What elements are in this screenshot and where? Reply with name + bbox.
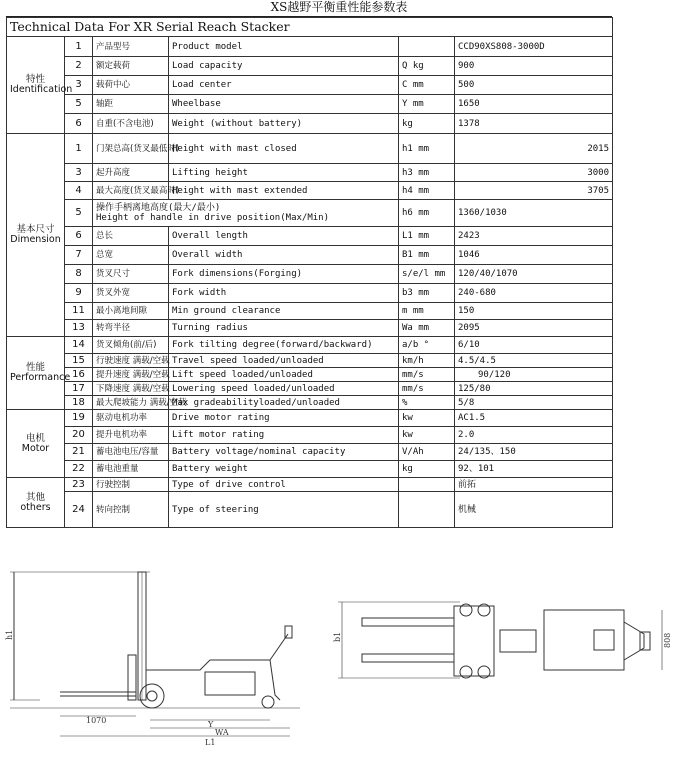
- wa-label: WA: [215, 728, 229, 737]
- row-en: Battery weight: [169, 461, 399, 478]
- row-en: Battery voltage/nominal capacity: [169, 444, 399, 461]
- row-value: 1378: [455, 114, 613, 134]
- h1-label: h1: [5, 629, 14, 640]
- row-no: 20: [65, 427, 93, 444]
- row-no: 5: [65, 200, 93, 227]
- row-unit: h6 mm: [399, 200, 455, 227]
- row-cn: 货叉尺寸: [93, 265, 169, 284]
- row-no: 2: [65, 57, 93, 76]
- row-no: 6: [65, 227, 93, 246]
- spec-table: [6, 17, 613, 528]
- row-cn: 行驶控制: [93, 478, 169, 492]
- row-en: Type of steering: [169, 492, 399, 528]
- row-value-text: 90/120: [478, 369, 511, 380]
- row-cn: 操作手柄离地高度(最大/最小): [96, 203, 221, 213]
- row-value: 2015: [455, 134, 613, 164]
- row-en: Max gradeabilityloaded/unloaded: [169, 396, 399, 410]
- row-en: Fork dimensions(Forging): [169, 265, 399, 284]
- group-label-en: Performance: [10, 372, 71, 383]
- row-no: 13: [65, 320, 93, 337]
- row-unit: L1 mm: [399, 227, 455, 246]
- row-en: Turning radius: [169, 320, 399, 337]
- row-no: 3: [65, 76, 93, 95]
- row-value: 150: [455, 303, 613, 320]
- row-en: Lowering speed loaded/unloaded: [169, 382, 399, 396]
- row-cn: 转弯半径: [93, 320, 169, 337]
- row-no: 3: [65, 164, 93, 182]
- width-808-label: 808: [663, 632, 672, 648]
- row-no: 16: [65, 368, 93, 382]
- row-no: 8: [65, 265, 93, 284]
- row-unit: s/e/l mm: [399, 265, 455, 284]
- row-no: 15: [65, 354, 93, 368]
- row-value: 前拓: [455, 478, 613, 492]
- row-value: 92、101: [455, 461, 613, 478]
- row-unit: C mm: [399, 76, 455, 95]
- row-no: 6: [65, 114, 93, 134]
- row-unit: h4 mm: [399, 182, 455, 200]
- row-cn: 蓄电池电压/容量: [93, 444, 169, 461]
- row-en: Lift speed loaded/unloaded: [169, 368, 399, 382]
- row-en: Wheelbase: [169, 95, 399, 114]
- row-cn: 蓄电池重量: [93, 461, 169, 478]
- side-view-drawing: [10, 572, 300, 736]
- row-en: Drive motor rating: [169, 410, 399, 427]
- row-cn: 最大爬坡能力 满载/空载: [93, 396, 169, 410]
- row-en: Fork width: [169, 284, 399, 303]
- row-unit: mm/s: [399, 382, 455, 396]
- row-unit: kw: [399, 410, 455, 427]
- table-header: Technical Data For XR Serial Reach Stacker: [7, 18, 613, 37]
- row-no: 19: [65, 410, 93, 427]
- group-label-cn: 性能: [25, 362, 45, 373]
- row-unit: [399, 492, 455, 528]
- row-value: 120/40/1070: [455, 265, 613, 284]
- row-value: 900: [455, 57, 613, 76]
- row-cn: 总宽: [93, 246, 169, 265]
- row-value: 1650: [455, 95, 613, 114]
- row-no: 1: [65, 37, 93, 57]
- row-no: 5: [65, 95, 93, 114]
- row-unit: [399, 37, 455, 57]
- row-en: Min ground clearance: [169, 303, 399, 320]
- row-en: Fork tilting degree(forward/backward): [169, 337, 399, 354]
- row-value: 机械: [455, 492, 613, 528]
- row-unit: h1 mm: [399, 134, 455, 164]
- row-en: Height of handle in drive position(Max/Min): [96, 213, 329, 223]
- row-en: Overall width: [169, 246, 399, 265]
- row-no: 18: [65, 396, 93, 410]
- row-no: 7: [65, 246, 93, 265]
- row-value: 4.5/4.5: [455, 354, 613, 368]
- row-value: 3705: [455, 182, 613, 200]
- row-cn: 提升速度 满载/空载: [93, 368, 169, 382]
- row-no: 24: [65, 492, 93, 528]
- group-others: [7, 478, 65, 528]
- row-en: Travel speed loaded/unloaded: [169, 354, 399, 368]
- row-cn: 总长: [93, 227, 169, 246]
- row-cn: 自重(不含电池): [93, 114, 169, 134]
- row-unit: B1 mm: [399, 246, 455, 265]
- row-value: 1360/1030: [455, 200, 613, 227]
- row-no: 14: [65, 337, 93, 354]
- row-unit: a/b °: [399, 337, 455, 354]
- side-view-labels: [5, 630, 229, 747]
- row-unit: Wa mm: [399, 320, 455, 337]
- group-label-en: Dimension: [10, 234, 61, 245]
- row-unit: b3 mm: [399, 284, 455, 303]
- row-en: Weight (without battery): [169, 114, 399, 134]
- row-no: 1: [65, 134, 93, 164]
- group-label-cn: 电机: [25, 432, 45, 444]
- row-en: Type of drive control: [169, 478, 399, 492]
- row-unit: %: [399, 396, 455, 410]
- row-unit: kg: [399, 114, 455, 134]
- row-cn: 行驶速度 满载/空载: [93, 354, 169, 368]
- row-cn: 载荷中心: [93, 76, 169, 95]
- row-unit: Y mm: [399, 95, 455, 114]
- row-cn: 额定载荷: [93, 57, 169, 76]
- row-value: 125/80: [455, 382, 613, 396]
- row-cn: 驱动电机功率: [93, 410, 169, 427]
- row-no: 17: [65, 382, 93, 396]
- group-label-cn: 其他: [25, 491, 45, 503]
- row-en: Lift motor rating: [169, 427, 399, 444]
- row-unit: kw: [399, 427, 455, 444]
- row-value: 2423: [455, 227, 613, 246]
- row-cn: 转向控制: [93, 492, 169, 528]
- row-unit: km/h: [399, 354, 455, 368]
- row-unit: m mm: [399, 303, 455, 320]
- row-cn: 货叉倾角(前/后): [93, 337, 169, 354]
- row-cn: 最大高度(货叉最高时): [93, 182, 169, 200]
- group-label-en: others: [20, 501, 51, 513]
- row-en: Load capacity: [169, 57, 399, 76]
- row-en: Product model: [169, 37, 399, 57]
- row-value: 5/8: [455, 396, 613, 410]
- row-no: 9: [65, 284, 93, 303]
- l1-label: L1: [205, 738, 216, 747]
- top-view-drawing: [338, 602, 662, 678]
- row-unit: mm/s: [399, 368, 455, 382]
- row-cn: 产品型号: [93, 37, 169, 57]
- group-performance: [7, 337, 71, 410]
- row-value: 3000: [455, 164, 613, 182]
- row-value: 240-680: [455, 284, 613, 303]
- top-view-labels: [333, 632, 672, 648]
- row-cn: 提升电机功率: [93, 427, 169, 444]
- row-cn: 货叉外宽: [93, 284, 169, 303]
- row-cn: 最小离地间隙: [93, 303, 169, 320]
- page-title: XS越野平衡重性能参数表: [270, 0, 408, 14]
- row-value: AC1.5: [455, 410, 613, 427]
- row-en: Load center: [169, 76, 399, 95]
- technical-drawings: [0, 560, 678, 770]
- row-no: 21: [65, 444, 93, 461]
- row-value: 2.0: [455, 427, 613, 444]
- row-unit: Q kg: [399, 57, 455, 76]
- row-value: CCD90XS808-3000D: [455, 37, 613, 57]
- fork-length-label: 1070: [86, 716, 107, 725]
- group-label-cn: 特性: [25, 74, 45, 85]
- row-no: 23: [65, 478, 93, 492]
- row-no: 4: [65, 182, 93, 200]
- group-motor: [7, 410, 65, 478]
- row-value: 500: [455, 76, 613, 95]
- group-dimension: [7, 134, 65, 337]
- row-en: Height with mast closed: [169, 134, 399, 164]
- row-unit: [399, 478, 455, 492]
- row-cn: 下降速度 满载/空载: [93, 382, 169, 396]
- row-en: Overall length: [169, 227, 399, 246]
- row-cn: 起升高度: [93, 164, 169, 182]
- group-identification: [7, 37, 73, 134]
- row-en: Lifting height: [169, 164, 399, 182]
- row-cn: 门架总高(货叉最低时): [93, 134, 169, 164]
- row-value: 24/135、150: [455, 444, 613, 461]
- row-value: 2095: [455, 320, 613, 337]
- row-value: 6/10: [455, 337, 613, 354]
- row-en: Height with mast extended: [169, 182, 399, 200]
- row-value: 1046: [455, 246, 613, 265]
- group-label-cn: 基本尺寸: [16, 224, 55, 235]
- row-no: 11: [65, 303, 93, 320]
- row-cn-en-combined: [93, 200, 399, 227]
- row-value: [455, 368, 613, 382]
- group-label-en: Identification: [10, 84, 73, 95]
- row-cn: 轴距: [93, 95, 169, 114]
- row-no: 22: [65, 461, 93, 478]
- b1-label: b1: [333, 631, 342, 642]
- row-unit: kg: [399, 461, 455, 478]
- wheelbase-label: Y: [208, 720, 214, 729]
- group-label-en: Motor: [21, 442, 50, 454]
- row-unit: V/Ah: [399, 444, 455, 461]
- row-unit: h3 mm: [399, 164, 455, 182]
